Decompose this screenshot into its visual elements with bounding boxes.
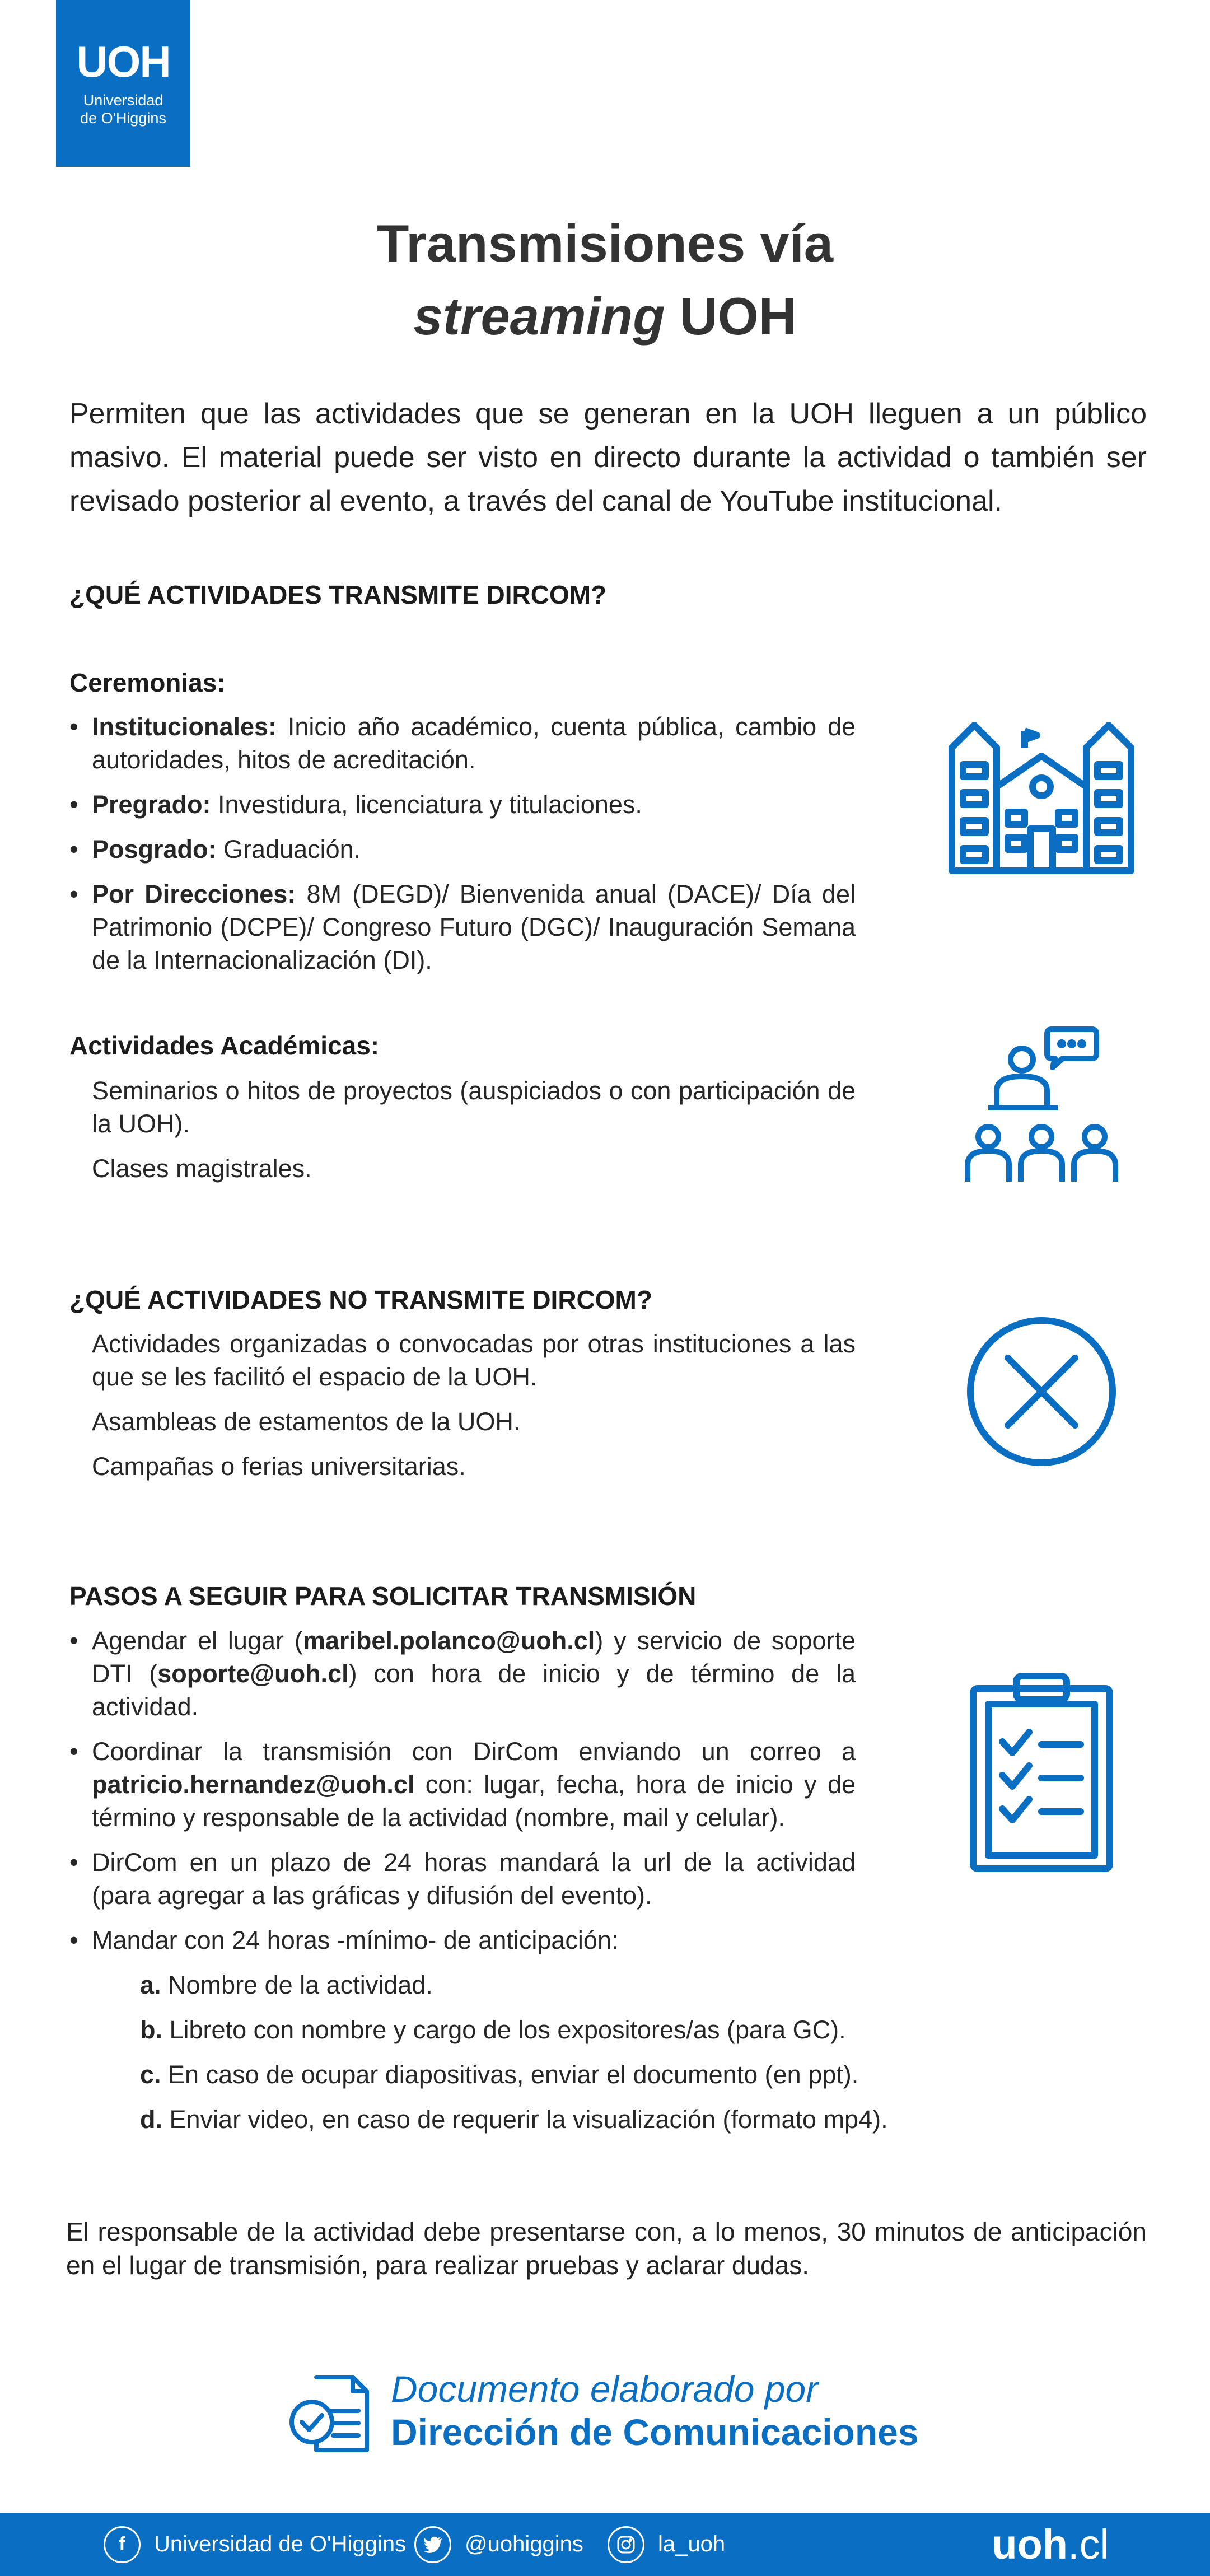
instagram-link[interactable] (608, 2513, 725, 2576)
facebook-icon: f (104, 2526, 141, 2563)
site-bold: uoh (992, 2521, 1068, 2568)
email-link[interactable]: maribel.polanco@uoh.cl (302, 1626, 595, 1655)
twitter-link[interactable] (414, 2513, 583, 2576)
facebook-label: Universidad de O'Higgins (154, 2532, 407, 2556)
clipboard-checklist-icon (969, 1672, 1114, 1873)
title-line1: Transmisiones vía (376, 214, 834, 273)
ceremonias-list (69, 710, 856, 988)
academicas-heading: Actividades Académicas: (69, 1031, 380, 1060)
section3-heading: PASOS A SEGUIR PARA SOLICITAR TRANSMISIÓN (69, 1581, 697, 1611)
list-item: Clases magistrales. (92, 1154, 312, 1183)
credit-line2: Dirección de Comunicaciones (391, 2411, 919, 2453)
email-link[interactable]: soporte@uoh.cl (157, 1659, 349, 1688)
instagram-label: la_uoh (658, 2532, 726, 2556)
footer-bar (0, 2513, 1210, 2576)
logo-line1: Universidad (83, 92, 163, 109)
page-title (0, 207, 1210, 353)
ceremonias-heading: Ceremonias: (69, 668, 226, 697)
logo-subtitle (80, 91, 166, 127)
list-item: b. Libreto con nombre y cargo de los expositores/as (para GC). (140, 2015, 846, 2044)
list-item: • Agendar el lugar (maribel.polanco@uoh.cl) y servicio de soporte DTI (soporte@uoh.cl) con hora de inicio y de término de la actividad. (69, 1624, 856, 1723)
list-item: a. Nombre de la actividad. (140, 1971, 433, 1999)
site-rest: .cl (1068, 2521, 1109, 2568)
title-rest: UOH (665, 287, 797, 346)
audience-icon (963, 1025, 1125, 1187)
no-transmite-list (69, 1327, 856, 1495)
x-circle-icon (966, 1316, 1117, 1467)
steps-list (69, 1624, 856, 1968)
list-item: Seminarios o hitos de proyectos (auspiciados o con participación de la UOH). (92, 1076, 856, 1138)
list-item: d. Enviar video, en caso de requerir la visualización (formato mp4). (140, 2105, 888, 2134)
logo-mark: UOH (76, 37, 170, 86)
list-item: • Posgrado: Graduación. (69, 833, 856, 866)
list-item: • Por Direcciones: 8M (DEGD)/ Bienvenida anual (DACE)/ Día del Patrimonio (DCPE)/ Congreso Futuro (DGC)/ Inauguración Semana de la Internacionalización (DI). (69, 878, 856, 977)
list-item: • DirCom en un plazo de 24 horas mandará la url de la actividad (para agregar a las gráficas y difusión del evento). (69, 1846, 856, 1912)
list-item: c. En caso de ocupar diapositivas, enviar el documento (en ppt). (140, 2060, 859, 2089)
title-italic: streaming (413, 287, 665, 346)
requirements-list (140, 1968, 1036, 2148)
list-item: Campañas o ferias universitarias. (92, 1452, 466, 1481)
intro-paragraph: Permiten que las actividades que se generan en la UOH lleguen a un público masivo. El material puede ser visto en directo durante la actividad o también ser revisado posterior al evento, a través del canal de YouTube institucional. (69, 398, 1147, 517)
uoh-logo (56, 0, 190, 167)
list-item: • Institucionales: Inicio año académico, cuenta pública, cambio de autoridades, hitos de acreditación. (69, 710, 856, 776)
list-item: Asambleas de estamentos de la UOH. (92, 1407, 521, 1436)
list-item: • Mandar con 24 horas -mínimo- de anticipación: (69, 1924, 856, 1957)
section2-heading: ¿QUÉ ACTIVIDADES NO TRANSMITE DIRCOM? (69, 1285, 652, 1314)
list-item: • Pregrado: Investidura, licenciatura y titulaciones. (69, 788, 856, 821)
title-line2 (0, 280, 1210, 353)
facebook-link[interactable] (104, 2513, 406, 2576)
logo-line2: de O'Higgins (80, 110, 166, 127)
school-building-icon (946, 714, 1137, 876)
responsible-note: El responsable de la actividad debe presentarse con, a lo menos, 30 minutos de anticipación en el lugar de transmisión, para realizar pruebas y aclarar dudas. (66, 2217, 1147, 2280)
twitter-icon (414, 2526, 451, 2563)
credit-line1: Documento elaborado por (391, 2368, 819, 2410)
instagram-icon (608, 2526, 644, 2563)
academicas-list (69, 1074, 856, 1197)
document-check-icon (288, 2372, 372, 2456)
section1-heading: ¿QUÉ ACTIVIDADES TRANSMITE DIRCOM? (69, 580, 607, 609)
email-link[interactable]: patricio.hernandez@uoh.cl (92, 1770, 415, 1799)
twitter-label: @uohiggins (465, 2532, 583, 2556)
list-item: • Coordinar la transmisión con DirCom enviando un correo a patricio.hernandez@uoh.cl con: lugar, fecha, hora de inicio y de término y responsable de la actividad (nombre, mail y celular). (69, 1735, 856, 1834)
website-link[interactable] (992, 2513, 1109, 2576)
list-item: Actividades organizadas o convocadas por otras instituciones a las que se les facilitó el espacio de la UOH. (92, 1329, 856, 1391)
